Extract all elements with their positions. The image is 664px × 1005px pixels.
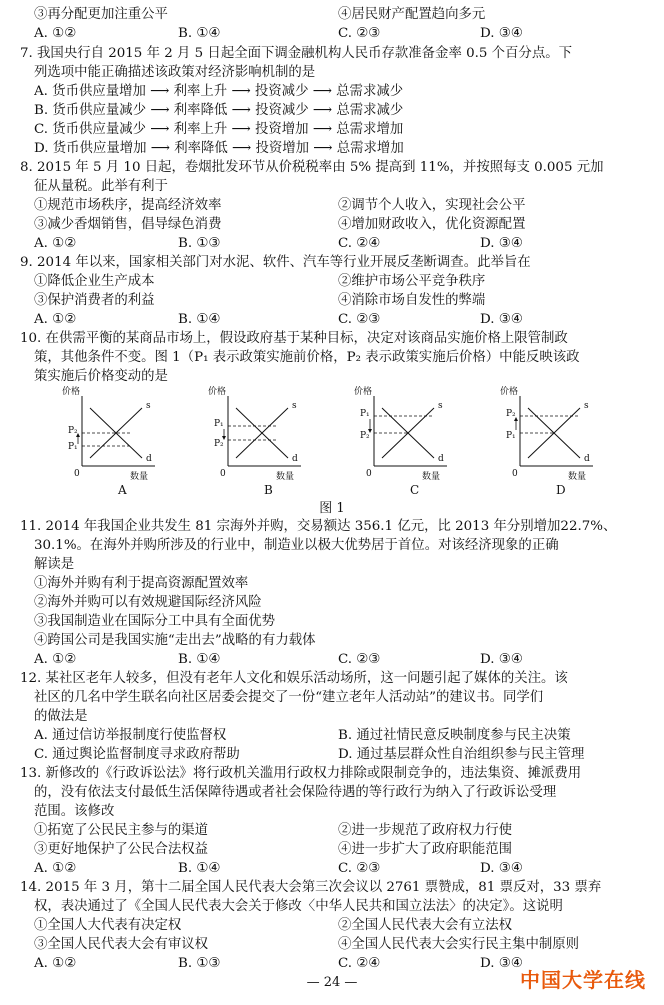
question-12-stem-cont: 社区的几名中学生联名向社区居委会提交了一份“建立老年人活动站”的建议书。同学们	[34, 690, 544, 705]
answer-a: A. ①②	[34, 312, 77, 327]
graph-b	[206, 386, 326, 506]
question-7-option-a: A. 货币供应量增加 ⟶ 利率上升 ⟶ 投资减少 ⟶ 总需求减少	[34, 84, 404, 99]
answer-a: A. ①②	[34, 861, 77, 876]
answer-b: B. ①④	[178, 26, 221, 41]
question-9-answers	[0, 311, 664, 329]
quantity-label: 数量	[130, 472, 149, 482]
question-10-stem: 10. 在供需平衡的某商品市场上，假设政府基于某种目标，决定对该商品实施价格上限管制政	[20, 331, 568, 346]
question-9-option-3: ③保护消费者的利益	[34, 293, 155, 308]
question-10-stem-cont: 策，其他条件不变。图 1（P₁ 表示政策实施前价格，P₂ 表示政策实施后价格）中能反映该政	[34, 350, 580, 365]
graph-id: C	[410, 483, 420, 497]
question-7-option-d: D. 货币供应量增加 ⟶ 利率降低 ⟶ 投资增加 ⟶ 总需求增加	[34, 141, 404, 156]
option-3: ③再分配更加注重公平	[34, 7, 168, 22]
question-8-option-3: ③减少香烟销售，倡导绿色消费	[34, 217, 222, 232]
p2-label: P₂	[68, 426, 78, 436]
question-8-option-1: ①规范市场秩序，提高经济效率	[34, 198, 222, 213]
question-14-option-3: ③全国人民代表大会有审议权	[34, 937, 209, 952]
graph-c	[352, 386, 472, 506]
graph-id: B	[264, 483, 273, 497]
question-14-option-4: ④全国人民代表大会实行民主集中制原则	[338, 937, 580, 952]
answer-b: B. ①④	[178, 652, 221, 667]
page-number: — 24 —	[306, 975, 358, 990]
answer-a: A. ①②	[34, 652, 77, 667]
question-12-option-b: B. 通过社情民意反映制度参与民主决策	[338, 728, 571, 743]
p2-label: P₂	[214, 439, 224, 449]
s-label: s	[438, 401, 443, 411]
p1-label: P₁	[214, 419, 224, 429]
question-13-option-2: ②进一步规范了政府权力行使	[338, 823, 513, 838]
d-label: d	[146, 454, 152, 464]
price-label: 价格	[354, 387, 373, 397]
origin-label: 0	[220, 469, 226, 479]
answer-c: C. ②④	[338, 956, 381, 971]
answer-row	[0, 25, 664, 43]
question-13-option-3: ③更好地保护了公民合法权益	[34, 842, 209, 857]
answer-c: C. ②③	[338, 652, 381, 667]
graph-d	[498, 386, 618, 506]
quantity-label: 数量	[422, 472, 441, 482]
question-11-answers	[0, 651, 664, 669]
question-7-option-b: B. 货币供应量减少 ⟶ 利率降低 ⟶ 投资减少 ⟶ 总需求减少	[34, 103, 404, 118]
answer-d: D. ③④	[480, 312, 523, 327]
price-label: 价格	[500, 387, 519, 397]
question-11-option-2: ②海外并购可以有效规避国际经济风险	[34, 595, 262, 610]
answer-c: C. ②③	[338, 861, 381, 876]
question-14-option-2: ②全国人民代表大会有立法权	[338, 918, 513, 933]
question-9-option-4: ④消除市场自发性的弊端	[338, 293, 486, 308]
question-13-option-4: ④进一步扩大了政府职能范围	[338, 842, 513, 857]
s-label: s	[292, 401, 297, 411]
question-7-stem: 7. 我国央行自 2015 年 2 月 5 日起全面下调金融机构人民币存款准备金率 0.5 个百分点。下	[20, 46, 572, 61]
question-14-stem: 14. 2015 年 3 月，第十二届全国人民代表大会第三次会议以 2761 票赞成，81 票反对，33 票弃	[20, 880, 602, 895]
question-11-option-4: ④跨国公司是我国实施“走出去”战略的有力载体	[34, 633, 316, 648]
question-11-option-3: ③我国制造业在国际分工中具有全面优势	[34, 614, 276, 629]
question-8-option-2: ②调节个人收入，实现社会公平	[338, 198, 526, 213]
question-8-stem-cont: 征从量税。此举有利于	[34, 179, 168, 194]
question-13-answers	[0, 860, 664, 878]
question-10-stem-cont2: 策实施后价格变动的是	[34, 369, 168, 384]
p1-label: P₁	[68, 442, 78, 452]
price-label: 价格	[208, 387, 227, 397]
p1-label: P₁	[506, 431, 516, 441]
option-4: ④居民财产配置趋向多元	[338, 7, 486, 22]
graph-id: A	[118, 483, 127, 497]
question-14-option-1: ①全国人大代表有决定权	[34, 918, 182, 933]
question-13-stem-cont: 的，没有依法支付最低生活保障待遇或者社会保险待遇的等行政行为纳入了行政诉讼受理	[34, 785, 557, 800]
price-label: 价格	[62, 387, 81, 397]
question-12-option-c: C. 通过舆论监督制度寻求政府帮助	[34, 747, 240, 762]
d-label: d	[584, 454, 590, 464]
question-12-option-d: D. 通过基层群众性自治组织参与民主管理	[338, 747, 585, 762]
figure-1-graphs	[60, 386, 620, 506]
question-12-stem: 12. 某社区老年人较多，但没有老年人文化和娱乐活动场所，这一问题引起了媒体的关注。该	[20, 671, 568, 686]
answer-a: A. ①②	[34, 26, 77, 41]
answer-a: A. ①②	[34, 956, 77, 971]
question-9-option-2: ②维护市场公平竞争秩序	[338, 274, 486, 289]
question-8-option-4: ④增加财政收入，优化资源配置	[338, 217, 526, 232]
question-7-option-c: C. 货币供应量减少 ⟶ 利率上升 ⟶ 投资增加 ⟶ 总需求增加	[34, 122, 404, 137]
answer-c: C. ②③	[338, 26, 381, 41]
question-11-stem-cont2: 解读是	[34, 557, 75, 572]
answer-d: D. ③④	[480, 956, 523, 971]
answer-b: B. ①③	[178, 956, 221, 971]
question-14-stem-cont: 权，表决通过了《全国人民代表大会关于修改〈中华人民共和国立法法〉的决定》。这说明	[34, 899, 563, 914]
d-label: d	[292, 454, 298, 464]
question-12-option-a: A. 通过信访举报制度行使监督权	[34, 728, 227, 743]
question-13-stem: 13. 新修改的《行政诉讼法》将行政机关滥用行政权力排除或限制竞争的，违法集资、摊派费用	[20, 766, 582, 781]
figure-caption: 图 1	[319, 501, 345, 516]
p2-label: P₂	[360, 431, 370, 441]
p1-label: P₁	[360, 409, 370, 419]
answer-d: D. ③④	[480, 861, 523, 876]
answer-c: C. ②③	[338, 312, 381, 327]
question-7-stem-cont: 列选项中能正确描述该政策对经济影响机制的是	[34, 65, 316, 80]
question-8-answers	[0, 235, 664, 253]
question-9-option-1: ①降低企业生产成本	[34, 274, 155, 289]
answer-d: D. ③④	[480, 652, 523, 667]
question-12-stem-cont2: 的做法是	[34, 709, 88, 724]
question-13-stem-cont2: 范围。该修改	[34, 804, 115, 819]
graph-id: D	[556, 483, 566, 497]
answer-a: A. ①②	[34, 236, 77, 251]
s-label: s	[146, 401, 151, 411]
answer-b: B. ①④	[178, 861, 221, 876]
quantity-label: 数量	[568, 472, 587, 482]
origin-label: 0	[366, 469, 372, 479]
origin-label: 0	[74, 469, 80, 479]
s-label: s	[584, 401, 589, 411]
watermark-logo: 中国大学在线	[520, 968, 646, 992]
answer-d: D. ③④	[480, 26, 523, 41]
quantity-label: 数量	[276, 472, 295, 482]
graph-a	[60, 386, 180, 506]
d-label: d	[438, 454, 444, 464]
answer-d: D. ③④	[480, 236, 523, 251]
p2-label: P₂	[506, 409, 516, 419]
question-11-stem: 11. 2014 年我国企业共发生 81 宗海外并购，交易额达 356.1 亿元，比 2013 年分别增加22.7%、	[20, 519, 617, 534]
question-9-stem: 9. 2014 年以来，国家相关部门对水泥、软件、汽车等行业开展反垄断调查。此举旨在	[20, 255, 531, 270]
question-11-option-1: ①海外并购有利于提高资源配置效率	[34, 576, 249, 591]
answer-b: B. ①④	[178, 312, 221, 327]
question-13-option-1: ①拓宽了公民民主参与的渠道	[34, 823, 209, 838]
answer-c: C. ②④	[338, 236, 381, 251]
question-8-stem: 8. 2015 年 5 月 10 日起，卷烟批发环节从价税税率由 5% 提高到 11%，并按照每支 0.005 元加	[20, 160, 604, 175]
answer-b: B. ①③	[178, 236, 221, 251]
question-11-stem-cont: 30.1%。在海外并购所涉及的行业中，制造业以极大优势居于首位。对该经济现象的正确	[34, 538, 559, 553]
origin-label: 0	[512, 469, 518, 479]
